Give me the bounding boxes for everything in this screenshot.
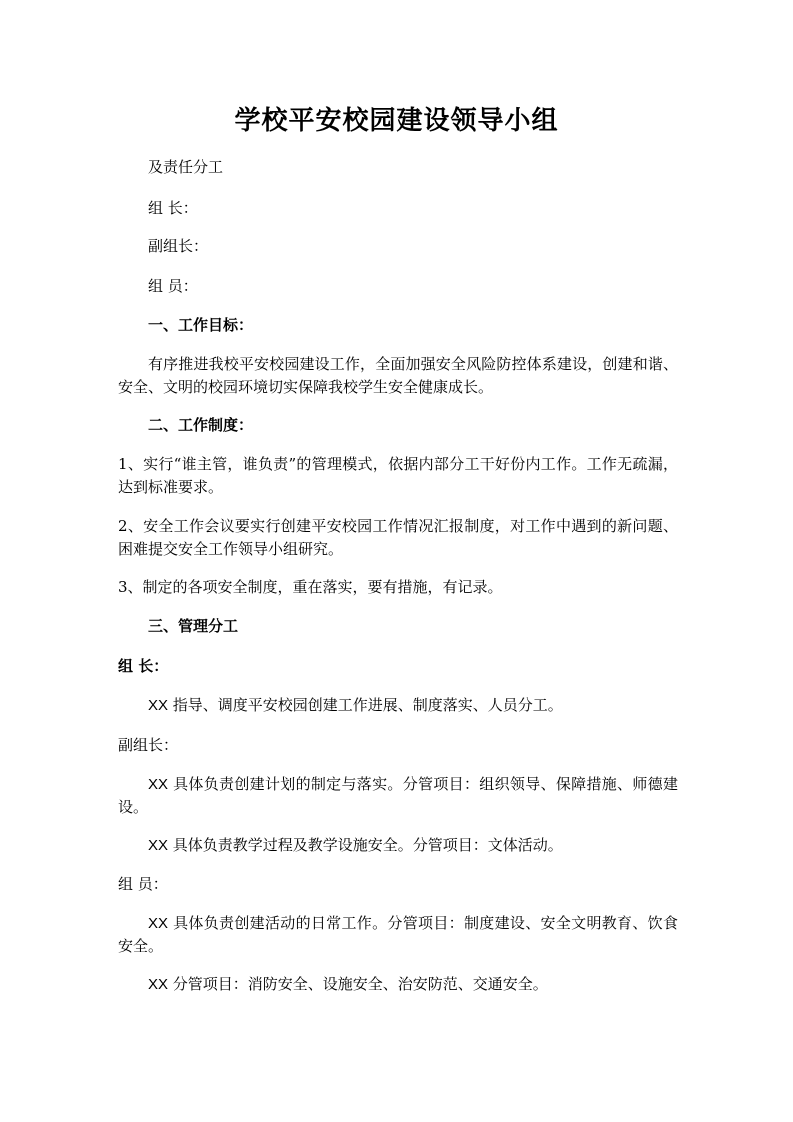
member-2-duty-text: 分管项目：消防安全、设施安全、治安防范、交通安全。: [168, 975, 548, 993]
member-1-duty-text: 具体负责创建活动的日常工作。分管项目：制度建设、安全文明教育、饮食安全。: [118, 914, 678, 955]
leader-duty: [118, 694, 678, 717]
vice-leader-1-name-placeholder: XX: [148, 776, 169, 793]
vice-leader-2-name-placeholder: XX: [148, 837, 169, 854]
section-3-heading: 三、管理分工: [148, 617, 239, 635]
member-1-duty: [118, 912, 678, 958]
section-3-leader-label: 组 长：: [118, 657, 169, 675]
section-2-heading: 二、工作制度：: [148, 416, 254, 434]
member-label: 组 员：: [148, 277, 198, 295]
section-2-item-2: 2、安全工作会议要实行创建平安校园工作情况汇报制度，对工作中遇到的新问题、困难提交安全工作领导小组研究。: [118, 517, 678, 558]
section-1-body: 有序推进我校平安校园建设工作，全面加强安全风险防控体系建设，创建和谐、安全、文明的校园环境切实保障我校学生安全健康成长。: [118, 355, 678, 396]
leader-duty-text: 指导、调度平安校园创建工作进展、制度落实、人员分工。: [168, 696, 563, 714]
leader-label: 组 长：: [148, 199, 198, 217]
member-2-duty: [118, 973, 678, 996]
document-subtitle: 及责任分工: [148, 158, 224, 176]
section-2-item-3: 3、制定的各项安全制度，重在落实，要有措施，有记录。: [118, 578, 503, 596]
vice-leader-2-duty: [118, 834, 678, 857]
vice-leader-2-duty-text: 具体负责教学过程及教学设施安全。分管项目：文体活动。: [168, 836, 563, 854]
section-3-vice-label: 副组长：: [118, 736, 179, 754]
member-2-name-placeholder: XX: [148, 976, 169, 993]
section-2-item-1: 1、实行“谁主管，谁负责”的管理模式，依据内部分工干好份内工作。工作无疏漏，达到标准要求。: [118, 455, 678, 496]
leader-name-placeholder: XX: [148, 697, 169, 714]
vice-leader-1-duty: [118, 773, 678, 819]
vice-leader-label: 副组长：: [148, 237, 209, 255]
document-title: 学校平安校园建设领导小组: [234, 106, 559, 136]
section-1-heading: 一、工作目标：: [148, 316, 254, 334]
vice-leader-1-duty-text: 具体负责创建计划的制定与落实。分管项目：组织领导、保障措施、师德建设。: [118, 775, 678, 816]
member-1-name-placeholder: XX: [148, 915, 169, 932]
section-3-member-label: 组 员：: [118, 875, 168, 893]
